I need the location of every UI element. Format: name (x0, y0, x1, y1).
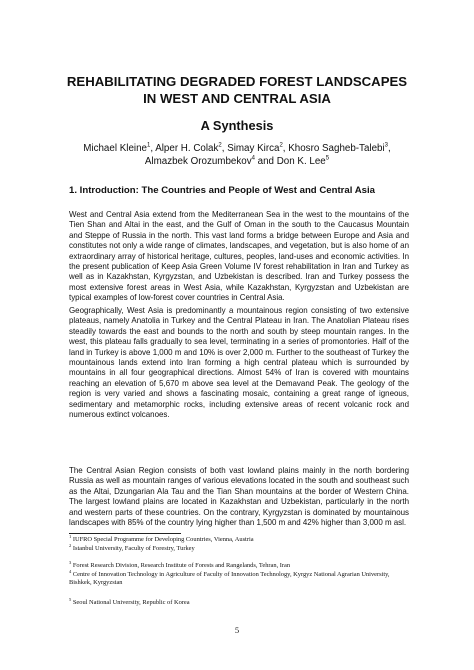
author-name: Don K. Lee (276, 155, 326, 167)
footnote-text: Forest Research Division, Research Institute of Forests and Rangelands, Tehran, Iran (72, 562, 291, 569)
author-name: Michael Kleine (83, 143, 147, 154)
footnote (69, 533, 409, 544)
author-affiliation-mark: 1 (146, 142, 151, 149)
footnote-text: IUFRO Special Programme for Developing Countries, Vienna, Austria (72, 536, 254, 543)
body-paragraph: The Central Asian Region consists of both vast lowland plains mainly in the north bordering Russia as well as mountain ranges of various elevations located in the south and southeast such as the Altai, Dzungarian Ala Tau and the Tian Shan mountains at the border of Western China. The largest lowland plains are located in Kazakhstan and Uzbekistan, particularly in the north and western parts of these countries. On the contrary, Kyrgyzstan is dominated by mountainous landscapes with 85% of the country lying higher than 1,500 m and 42% higher than 3,000 m asl. (69, 466, 409, 528)
footnote-mark: 1 (69, 533, 72, 539)
author-name: Simay Kirca (227, 143, 280, 154)
footnote-mark: 3 (69, 559, 72, 565)
author-affiliation-mark: 4 (251, 155, 255, 162)
footnote (69, 542, 409, 553)
section-heading: 1. Introduction: The Countries and People of West and Central Asia (69, 185, 375, 196)
author-name: Almazbek Orozumbekov (144, 155, 252, 167)
footnote-text: Istanbul University, Faculty of Forestry, Turkey (72, 545, 195, 552)
body-paragraph: Geographically, West Asia is predominantly a mountainous region consisting of two extensive plateaus, namely Anatolia in Turkey and the Central Plateau in Iran. The Anatolian Plateau rises steadily towards the east and bounds to the north and south by steep mountain ranges. In the west, this plateau falls gradually to sea level, terminating in a series of promontories. Half of the land in Turkey is above 1,000 m and 10% is over 2,000 m. Further to the southeast of Turkey the mountainous lands extend into Iran forming a high central plateau which is surrounded by mountains in all four geographical directions. Almost 54% of Iran is covered with mountains reaching an elevation of 5,670 m above sea level at the Demavand Peak. The geology of the region is very varied and shows a fascinating mosaic, containing a great range of igneous, sedimentary and metamorphic rocks, including extensive areas of recent volcanic rock and numerous extinct volcanoes. (69, 306, 409, 420)
footnote (69, 559, 409, 570)
footnote (69, 568, 409, 587)
footnote-mark: 2 (69, 542, 72, 548)
footnote (69, 596, 409, 607)
footnote-separator (69, 533, 181, 534)
paper-title (40, 73, 434, 107)
footnote-text: Seoul National University, Republic of Korea (72, 599, 190, 606)
author-affiliation-mark: 5 (325, 155, 330, 162)
author-affiliation-mark: 3 (384, 142, 388, 149)
footnote-mark: 4 (69, 568, 72, 574)
footnote-text: Centre of Innovation Technology in Agriculture of Faculty of Innovation Technology, Kyrgyz National Agrarian University, Bishkek, Kyrgyzstan (69, 571, 390, 586)
title-line-2: IN WEST AND CENTRAL ASIA (143, 91, 331, 106)
author-affiliation-mark: 2 (218, 142, 222, 149)
author-name: Alper H. Colak (155, 143, 219, 154)
paper-subtitle: A Synthesis (200, 118, 274, 133)
author-list: Michael Kleine$^1$, Alper H. Colak$^2$, Simay Kirca$^2$, Khosro Sagheb-Talebi$^3$, Almazbek Orozumbekov$^4$ and Don K. Lee$^5$ (83, 142, 391, 167)
author-name: Khosro Sagheb-Talebi (288, 143, 385, 154)
footnote-mark: 5 (69, 596, 72, 602)
title-line-1: REHABILITATING DEGRADED FOREST LANDSCAPES (66, 74, 408, 89)
page-number: 5 (234, 625, 240, 635)
body-paragraph: West and Central Asia extend from the Mediterranean Sea in the west to the mountains of the Tien Shan and Altai in the east, and the Gulf of Oman in the south to the Caucasus Mountain and Steppe of Russia in the north. This vast land forms a bridge between Europe and Asia and constitutes not only a wide range of climates, landscapes, and vegetation, but is also home of an extraordinary array of historical heritage, cultures, peoples, land-uses and economic activities. In the present publication of Keep Asia Green Volume IV forest rehabilitation in Iran and Turkey as well as in Kazakhstan, Kyrgyzstan, and Uzbekistan is described. Iran and Turkey possess the most extensive forest areas in West Asia, while Kazakhstan, Kyrgyzstan and Uzbekistan are typical examples of low-forest cover countries in Central Asia. (69, 210, 409, 303)
author-affiliation-mark: 2 (279, 142, 283, 149)
